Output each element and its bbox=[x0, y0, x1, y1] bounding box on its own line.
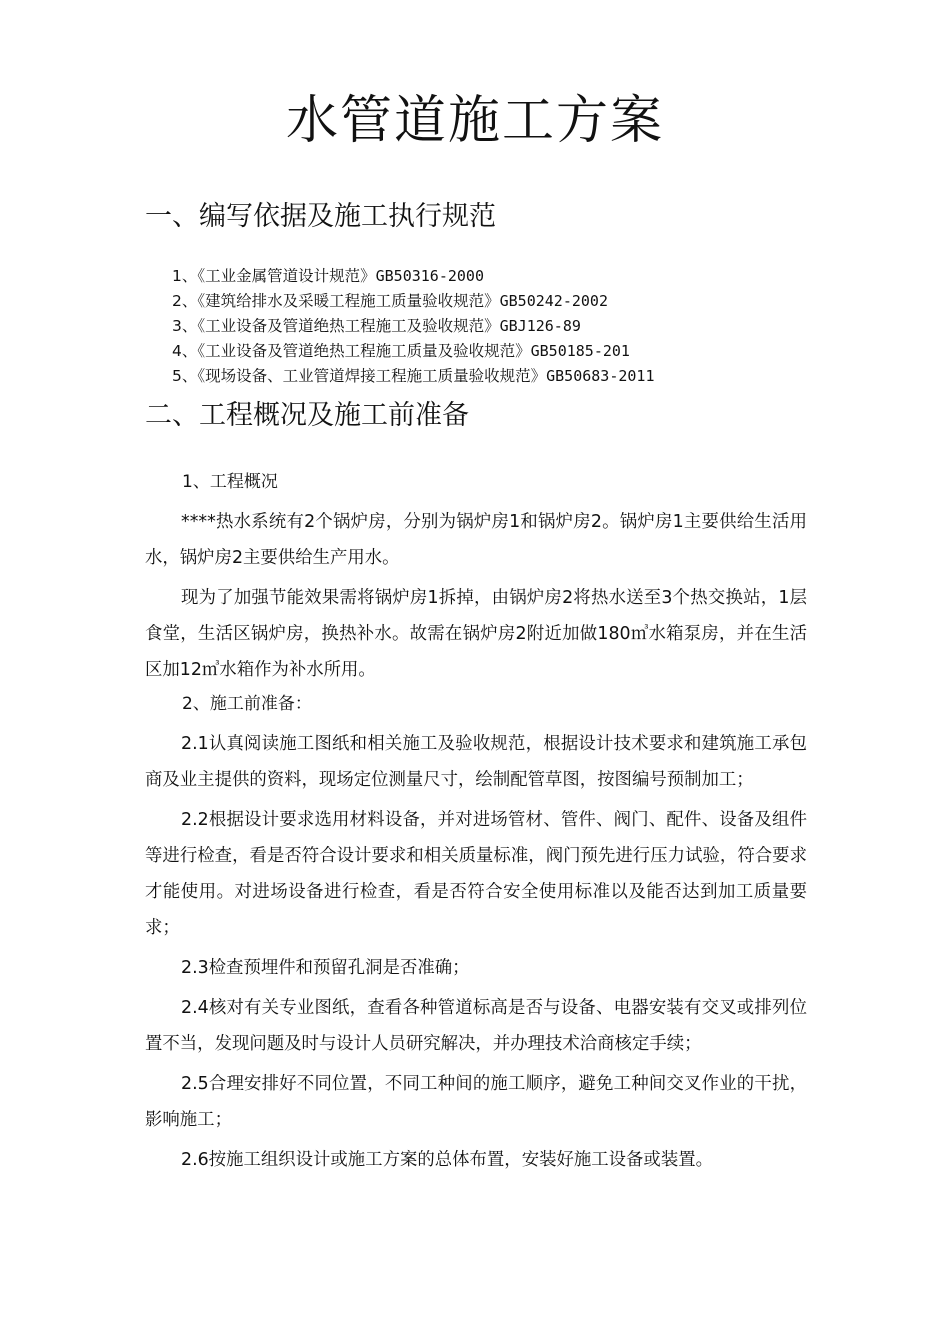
overview-paragraphs bbox=[145, 504, 807, 688]
reference-item: 4、《工业设备及管道绝热工程施工质量及验收规范》GB50185-201 bbox=[172, 342, 630, 360]
section-heading-basis: 一、编写依据及施工执行规范 bbox=[145, 201, 496, 232]
subheading-project-overview: 1、工程概况 bbox=[182, 472, 278, 492]
reference-item: 2、《建筑给排水及采暖工程施工质量验收规范》GB50242-2002 bbox=[172, 292, 608, 310]
section-heading-overview: 二、工程概况及施工前准备 bbox=[145, 400, 469, 431]
prep-item: 2.1认真阅读施工图纸和相关施工及验收规范，根据设计技术要求和建筑施工承包商及业主提供的资料，现场定位测量尺寸，绘制配管草图，按图编号预制加工； bbox=[145, 734, 807, 790]
prep-item: 2.3检查预埋件和预留孔洞是否准确； bbox=[181, 958, 470, 978]
reference-list bbox=[172, 264, 655, 389]
reference-item: 5、《现场设备、工业管道焊接工程施工质量验收规范》GB50683-2011 bbox=[172, 367, 655, 385]
paragraph-system: ****热水系统有2个锅炉房，分别为锅炉房1和锅炉房2。锅炉房1主要供给生活用水，锅炉房2主要供给生产用水。 bbox=[145, 512, 807, 568]
reference-item: 3、《工业设备及管道绝热工程施工及验收规范》GBJ126-89 bbox=[172, 317, 581, 335]
document-title: 水管道施工方案 bbox=[285, 91, 664, 151]
reference-item: 1、《工业金属管道设计规范》GB50316-2000 bbox=[172, 267, 484, 285]
prep-item: 2.4核对有关专业图纸，查看各种管道标高是否与设备、电器安装有交叉或排列位置不当，发现问题及时与设计人员研究解决，并办理技术洽商核定手续； bbox=[145, 998, 807, 1054]
prep-item: 2.5合理安排好不同位置，不同工种间的施工顺序，避免工种间交叉作业的干扰，影响施工； bbox=[145, 1074, 807, 1130]
prep-item: 2.6按施工组织设计或施工方案的总体布置，安装好施工设备或装置。 bbox=[181, 1150, 713, 1170]
prep-item: 2.2根据设计要求选用材料设备，并对进场管材、管件、阀门、配件、设备及组件等进行检查，看是否符合设计要求和相关质量标准，阀门预先进行压力试验，符合要求才能使用。对进场设备进行检查，看是否符合安全使用标准以及能否达到加工质量要求； bbox=[145, 810, 807, 938]
preparation-items bbox=[145, 726, 807, 1178]
subheading-preparation: 2、施工前准备： bbox=[182, 694, 312, 714]
paragraph-plan: 现为了加强节能效果需将锅炉房1拆掉，由锅炉房2将热水送至3个热交换站，1层食堂，生活区锅炉房，换热补水。故需在锅炉房2附近加做180㎥水箱泵房，并在生活区加12㎥水箱作为补水所用。 bbox=[145, 588, 807, 680]
